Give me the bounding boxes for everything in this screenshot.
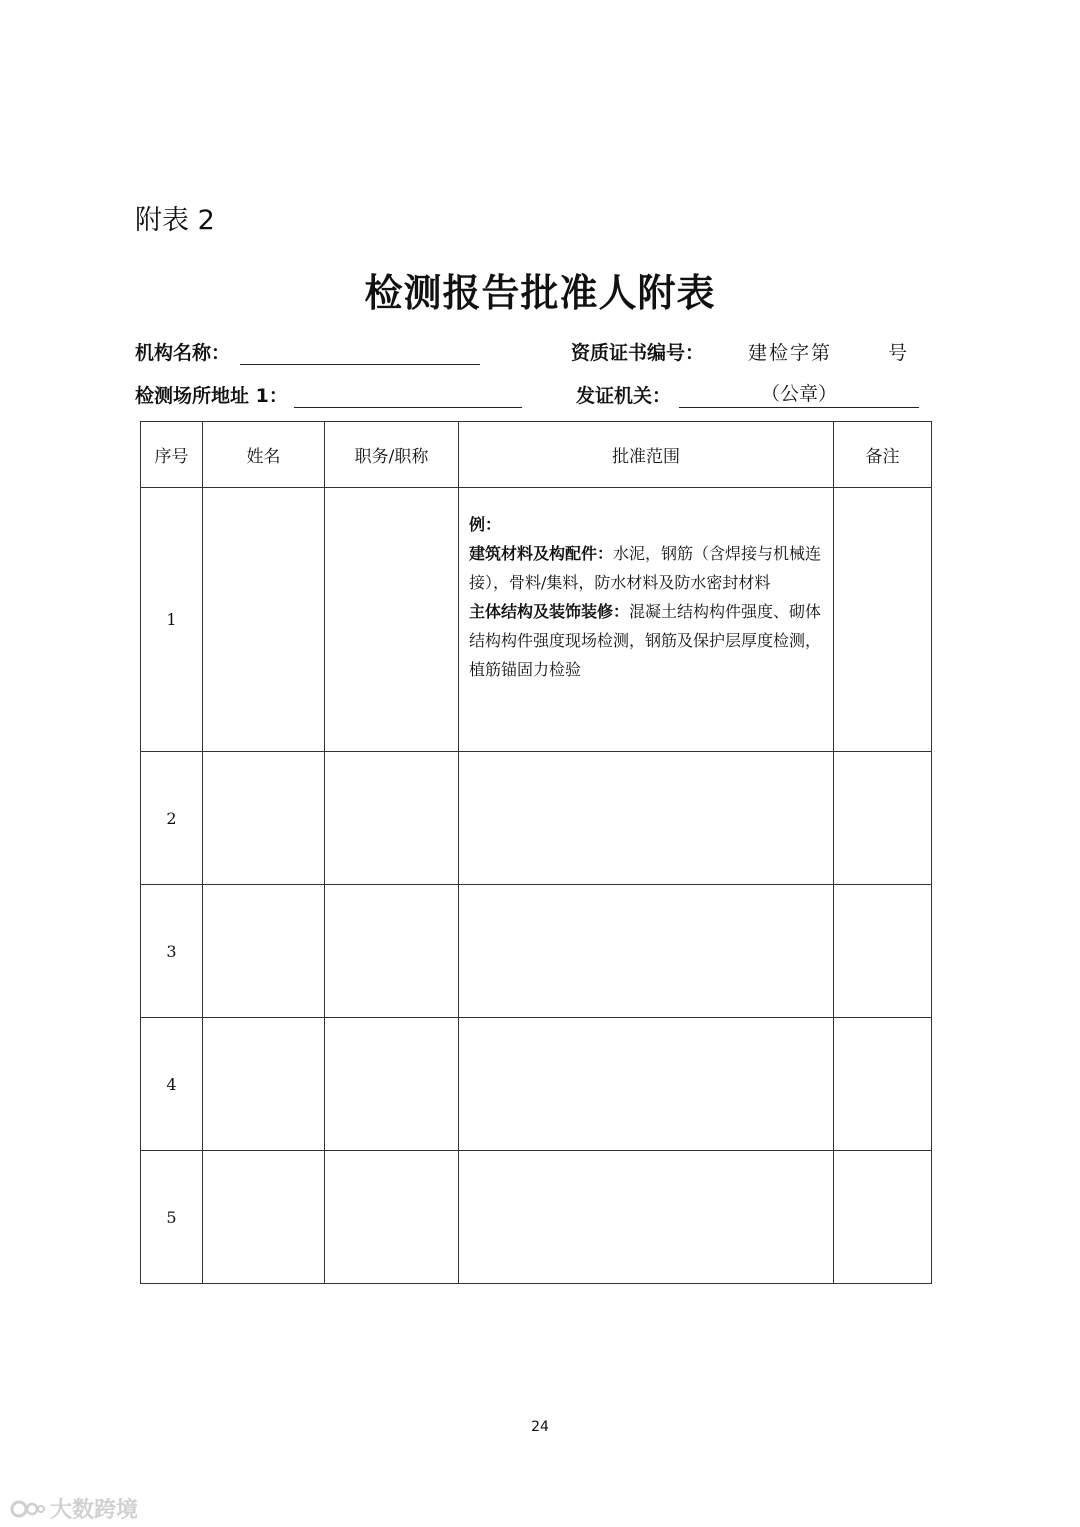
row-index: 4 [141, 1018, 203, 1151]
watermark-text: 大数跨境 [50, 1498, 139, 1523]
issuer-blank[interactable] [679, 383, 919, 408]
table-row [141, 885, 932, 1018]
site-address-blank[interactable] [294, 387, 522, 408]
org-name-field [135, 338, 480, 365]
row-name-cell[interactable] [203, 752, 325, 885]
row-index: 5 [141, 1151, 203, 1284]
org-name-label: 机构名称： [135, 342, 231, 364]
table-row [141, 488, 932, 752]
cert-no-suffix: 号 [888, 342, 910, 364]
issuer-seal: （公章） [761, 383, 838, 405]
cert-no-label: 资质证书编号： [571, 342, 705, 364]
row-scope-cell[interactable] [459, 1018, 834, 1151]
row-scope-cell[interactable] [459, 752, 834, 885]
scope-cat2-text: 混凝土结构构件强度、砌体结构构件强度现场检测，钢筋及保护层厚度检测，植筋锚固力检验 [469, 602, 822, 679]
row-scope-cell[interactable] [459, 885, 834, 1018]
site-address-label: 检测场所地址 1： [135, 385, 288, 407]
header-name: 姓名 [203, 422, 325, 488]
row-index: 3 [141, 885, 203, 1018]
header-scope: 批准范围 [459, 422, 834, 488]
scope-cat2-label: 主体结构及装饰装修： [469, 602, 630, 621]
org-name-blank[interactable] [240, 344, 480, 365]
cert-no-prefix: 建检字第 [748, 342, 833, 364]
row-title-cell[interactable] [325, 1018, 459, 1151]
cert-no-field [571, 338, 909, 365]
scope-example-label: 例： [469, 515, 502, 534]
header-index: 序号 [141, 422, 203, 488]
row-title-cell[interactable] [325, 752, 459, 885]
approver-table [140, 421, 932, 1284]
site-address-field [135, 381, 522, 408]
header-remark: 备注 [834, 422, 932, 488]
table-row [141, 1151, 932, 1284]
row-title-cell[interactable] [325, 1151, 459, 1284]
watermark-logo-icon [10, 1498, 46, 1520]
row-remark-cell[interactable] [834, 885, 932, 1018]
row-title-cell[interactable] [325, 885, 459, 1018]
row-name-cell[interactable] [203, 1018, 325, 1151]
table-header-row [141, 422, 932, 488]
row-remark-cell[interactable] [834, 752, 932, 885]
issuer-label: 发证机关： [576, 385, 672, 407]
issuer-field [576, 381, 919, 408]
document-title: 检测报告批准人附表 [364, 270, 716, 315]
row-remark-cell[interactable] [834, 1018, 932, 1151]
page-number: 24 [531, 1419, 549, 1435]
table-row [141, 1018, 932, 1151]
row-name-cell[interactable] [203, 885, 325, 1018]
row-scope-cell[interactable] [459, 488, 834, 752]
row-scope-cell[interactable] [459, 1151, 834, 1284]
table-row [141, 752, 932, 885]
row-title-cell[interactable] [325, 488, 459, 752]
watermark [10, 1493, 138, 1524]
scope-cat1-label: 建筑材料及构配件： [469, 544, 614, 563]
row-index: 1 [141, 488, 203, 752]
row-index: 2 [141, 752, 203, 885]
row-remark-cell[interactable] [834, 488, 932, 752]
row-name-cell[interactable] [203, 488, 325, 752]
scope-cat1-text: 水泥，钢筋（含焊接与机械连接），骨料/集料，防水材料及防水密封材料 [469, 544, 822, 592]
header-title: 职务/职称 [325, 422, 459, 488]
appendix-label: 附表 2 [135, 205, 215, 236]
row-remark-cell[interactable] [834, 1151, 932, 1284]
row-name-cell[interactable] [203, 1151, 325, 1284]
